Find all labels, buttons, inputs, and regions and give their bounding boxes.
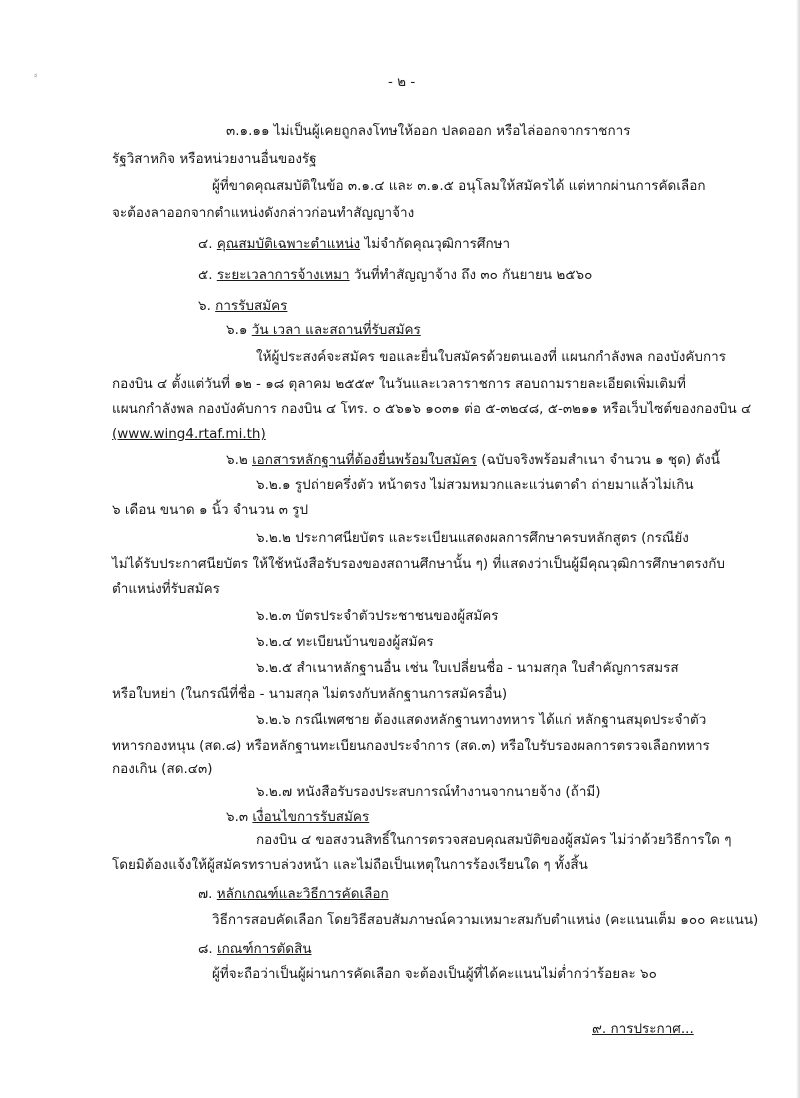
section-6 (198, 297, 287, 315)
section-6-1-line-1: ให้ผู้ประสงค์จะสมัคร ขอและยื่นใบสมัครด้วยตนเองที่ แผนกกำลังพล กองบังคับการ (256, 349, 726, 365)
item-6-2-2-cont: ไม่ได้รับประกาศนียบัตร ให้ใช้หนังสือรับรองของสถานศึกษานั้น ๆ) ที่แสดงว่าเป็นผู้มีคุณวุฒิการศึกษาตรงกับ (112, 556, 725, 572)
section-6-3 (226, 808, 369, 826)
item-6-2-6-cont: ทหารกองหนุน (สด.๘) หรือหลักฐานทะเบียนกองประจำการ (สด.๓) หรือใบรับรองผลการตรวจเลือกทหาร (112, 738, 710, 754)
item-6-2-1-cont: ๖ เดือน ขนาด ๑ นิ้ว จำนวน ๓ รูป (112, 502, 309, 518)
section-8-number: ๘. (198, 941, 213, 957)
section-8-heading: เกณฑ์การตัดสิน (217, 941, 312, 957)
section-6-3-line-1: กองบิน ๔ ขอสงวนสิทธิ์ในการตรวจสอบคุณสมบัติของผู้สมัคร ไม่ว่าด้วยวิธีการใด ๆ (256, 832, 732, 848)
section-7 (198, 885, 389, 903)
section-4-number: ๔. (198, 236, 213, 252)
section-5-text: วันที่ทำสัญญาจ้าง ถึง ๓๐ กันยายน ๒๕๖๐ (353, 267, 593, 283)
item-6-2-6: ๖.๒.๖ กรณีเพศชาย ต้องแสดงหลักฐานทางทหาร ได้แก่ หลักฐานสมุดประจำตัว (256, 712, 707, 728)
section-5 (198, 266, 592, 284)
clause-3-1-11-cont: รัฐวิสาหกิจ หรือหน่วยงานอื่นของรัฐ (112, 151, 317, 167)
section-6-3-number: ๖.๓ (226, 809, 249, 825)
section-6-1-line-2: กองบิน ๔ ตั้งแต่วันที่ ๑๒ - ๑๘ ตุลาคม ๒๕๕๙ ในวันและเวลาราชการ สอบถามรายละเอียดเพิ่มเติมที่ (112, 376, 686, 392)
section-5-number: ๕. (198, 267, 213, 283)
section-6-1-heading: วัน เวลา และสถานที่รับสมัคร (251, 322, 421, 338)
section-4-text: ไม่จำกัดคุณวุฒิการศึกษา (364, 236, 511, 252)
section-7-line-1: วิธีการสอบคัดเลือก โดยวิธีสอบสัมภาษณ์ความเหมาะสมกับตำแหน่ง (คะแนนเต็ม ๑๐๐ คะแนน) (212, 912, 759, 928)
page-number: - ๒ - (388, 74, 416, 90)
item-6-2-3: ๖.๒.๓ บัตรประจำตัวประชาชนของผู้สมัคร (256, 608, 499, 624)
section-6-1-line-3: แผนกกำลังพล กองบังคับการ กองบิน ๔ โทร. ๐ ๕๖๑๖ ๑๐๓๑ ต่อ ๕-๓๒๔๘, ๕-๓๒๑๑ หรือเว็บไซต์ของกองบิน ๔ (112, 401, 752, 417)
section-6-1-number: ๖.๑ (226, 322, 248, 338)
section-6-2-heading: เอกสารหลักฐานที่ต้องยื่นพร้อมใบสมัคร (252, 452, 477, 468)
section-6-2-tail: (ฉบับจริงพร้อมสำเนา จำนวน ๑ ชุด) ดังนี้ (481, 452, 720, 468)
section-7-heading: หลักเกณฑ์และวิธีการคัดเลือก (216, 886, 389, 902)
scan-edge (796, 0, 800, 1098)
item-6-2-1: ๖.๒.๑ รูปถ่ายครึ่งตัว หน้าตรง ไม่สวมหมวกและแว่นตาดำ ถ่ายมาแล้วไม่เกิน (256, 477, 694, 493)
clause-3-1-11: ๓.๑.๑๑ ไม่เป็นผู้เคยถูกลงโทษให้ออก ปลดออก หรือไล่ออกจากราชการ (226, 123, 631, 139)
item-6-2-5-cont: หรือใบหย่า (ในกรณีที่ชื่อ - นามสกุล ไม่ตรงกับหลักฐานการสมัครอื่น) (112, 686, 508, 702)
section-6-3-heading: เงื่อนไขการรับสมัคร (252, 809, 370, 825)
section-6-1 (226, 321, 421, 339)
section-4-heading: คุณสมบัติเฉพาะตำแหน่ง (216, 236, 361, 252)
note-line-2: จะต้องลาออกจากตำแหน่งดังกล่าวก่อนทำสัญญาจ้าง (112, 205, 415, 221)
section-6-2 (226, 451, 720, 469)
section-6-heading: การรับสมัคร (215, 298, 288, 314)
note-line-1: ผู้ที่ขาดคุณสมบัติในข้อ ๓.๑.๔ และ ๓.๑.๕ อนุโลมให้สมัครได้ แต่หากผ่านการคัดเลือก (212, 178, 706, 194)
item-6-2-5: ๖.๒.๕ สำเนาหลักฐานอื่น เช่น ใบเปลี่ยนชื่อ - นามสกุล ใบสำคัญการสมรส (256, 660, 679, 676)
website-link[interactable]: (www.wing4.rtaf.mi.th) (112, 426, 266, 442)
item-6-2-7: ๖.๒.๗ หนังสือรับรองประสบการณ์ทำงานจากนายจ้าง (ถ้ามี) (256, 784, 601, 800)
item-6-2-6-cont-2: กองเกิน (สด.๔๓) (112, 761, 213, 777)
item-6-2-2-cont-2: ตำแหน่งที่รับสมัคร (112, 581, 220, 597)
section-6-3-line-2: โดยมิต้องแจ้งให้ผู้สมัครทราบล่วงหน้า และไม่ถือเป็นเหตุในการร้องเรียนใด ๆ ทั้งสิ้น (112, 857, 588, 873)
section-7-number: ๗. (198, 886, 213, 902)
item-6-2-4: ๖.๒.๔ ทะเบียนบ้านของผู้สมัคร (256, 634, 434, 650)
item-6-2-2: ๖.๒.๒ ประกาศนียบัตร และระเบียนแสดงผลการศึกษาครบหลักสูตร (กรณียัง (256, 530, 689, 546)
section-8 (198, 940, 312, 958)
section-8-line-1: ผู้ที่จะถือว่าเป็นผู้ผ่านการคัดเลือก จะต้องเป็นผู้ที่ได้คะแนนไม่ต่ำกว่าร้อยละ ๖๐ (212, 966, 657, 982)
section-5-heading: ระยะเวลาการจ้างเหมา (216, 267, 350, 283)
next-page-continuation: ๙. การประกาศ... (592, 1021, 694, 1037)
scan-speck: ⸗ (34, 70, 38, 81)
section-6-2-number: ๖.๒ (226, 452, 248, 468)
section-4 (198, 235, 510, 253)
section-6-number: ๖. (198, 298, 211, 314)
